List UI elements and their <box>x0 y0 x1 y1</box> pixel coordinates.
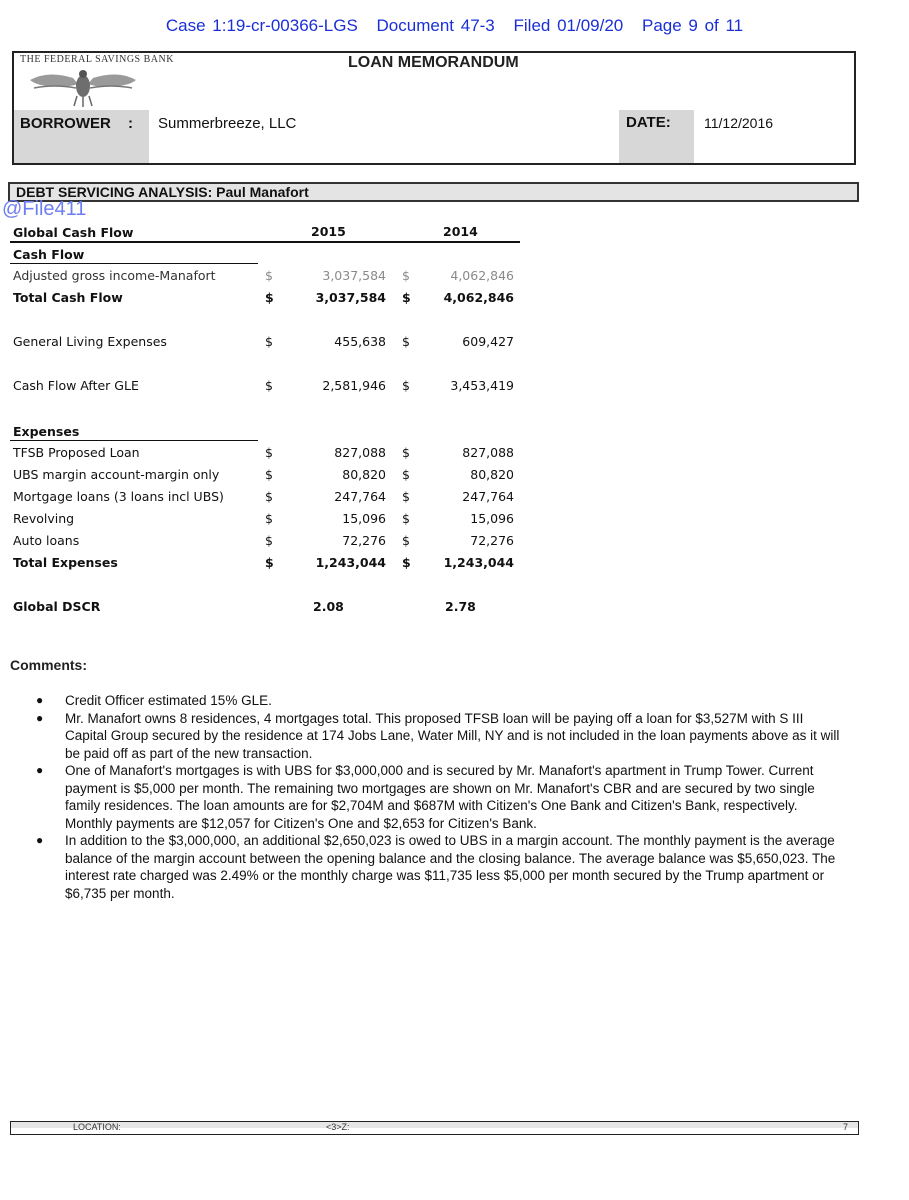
borrower-label: BORROWER <box>20 115 111 132</box>
filed-date: Filed 01/09/20 <box>513 16 624 35</box>
col-2014-header: 2014 <box>443 224 478 239</box>
currency-symbol: $ <box>402 378 410 393</box>
currency-symbol: $ <box>265 555 274 570</box>
comment-text: Mr. Manafort owns 8 residences, 4 mortgages total. This proposed TFSB loan will be paying off a loan for $3,527M with S III Capital Group secured by the residence at 174 Jobs Lane, Water Mill, NY and is not included in the loan payments above as it will be paid off as part of the new transaction. <box>65 710 840 761</box>
value-2015: 455,638 <box>334 334 386 349</box>
currency-symbol: $ <box>265 378 273 393</box>
currency-symbol: $ <box>402 489 410 504</box>
watermark: @File411 <box>2 198 87 220</box>
dscr-2014: 2.78 <box>445 599 476 614</box>
list-item <box>36 710 846 763</box>
value-2014: 247,764 <box>462 489 514 504</box>
currency-symbol: $ <box>265 268 273 283</box>
value-2014: 827,088 <box>462 445 514 460</box>
value-2014: 3,453,419 <box>450 378 514 393</box>
value-2015: 3,037,584 <box>315 290 386 305</box>
list-item <box>36 762 846 832</box>
table-row-label: Mortgage loans (3 loans incl UBS) <box>13 489 224 504</box>
table-row-label: Cash Flow After GLE <box>13 378 139 393</box>
value-2015: 827,088 <box>334 445 386 460</box>
value-2015: 72,276 <box>342 533 386 548</box>
page-indicator: Page 9 of 11 <box>641 16 744 35</box>
table-row-label: Revolving <box>13 511 75 526</box>
cash-flow-heading: Cash Flow <box>13 247 85 262</box>
value-2015: 1,243,044 <box>315 555 386 570</box>
bullet-icon: ● <box>36 710 44 725</box>
cash-flow-rule <box>10 263 258 264</box>
bullet-icon: ● <box>36 763 44 777</box>
date-value: 11/12/2016 <box>704 115 774 131</box>
table-row-label: Total Cash Flow <box>13 290 123 305</box>
dscr-2015: 2.08 <box>313 599 344 614</box>
currency-symbol: $ <box>265 511 273 526</box>
value-2014: 72,276 <box>470 533 514 548</box>
footer-shade <box>11 1122 858 1128</box>
currency-symbol: $ <box>402 268 410 283</box>
table-row-label: UBS margin account-margin only <box>13 467 220 482</box>
bullet-icon: ● <box>36 693 44 707</box>
value-2015: 15,096 <box>342 511 386 526</box>
value-2015: 2,581,946 <box>322 378 386 393</box>
value-2014: 609,427 <box>462 334 514 349</box>
currency-symbol: $ <box>265 334 273 349</box>
expenses-heading: Expenses <box>13 424 80 439</box>
bullet-icon: ● <box>36 833 44 847</box>
memo-title: LOAN MEMORANDUM <box>348 54 519 71</box>
value-2014: 15,096 <box>470 511 514 526</box>
list-item <box>36 692 846 710</box>
table-row-label: General Living Expenses <box>13 334 167 349</box>
table-row-label: Auto loans <box>13 533 80 548</box>
comment-text: Credit Officer estimated 15% GLE. <box>65 693 272 708</box>
value-2014: 80,820 <box>470 467 514 482</box>
currency-symbol: $ <box>402 334 410 349</box>
eagle-logo-icon <box>28 66 138 108</box>
value-2015: 247,764 <box>334 489 386 504</box>
currency-symbol: $ <box>265 290 274 305</box>
currency-symbol: $ <box>402 511 410 526</box>
currency-symbol: $ <box>402 467 410 482</box>
table-row-label: TFSB Proposed Loan <box>13 445 140 460</box>
expenses-rule <box>10 440 258 441</box>
value-2015: 3,037,584 <box>322 268 386 283</box>
footer-code: <3>Z: <box>326 1122 350 1132</box>
borrower-value: Summerbreeze, LLC <box>158 115 297 132</box>
currency-symbol: $ <box>402 533 410 548</box>
comment-text: One of Manafort's mortgages is with UBS for $3,000,000 and is secured by Mr. Manafort's apartment in Trump Tower. Current payment is $5,000 per month. The remaining two mortgages are shown on Mr. Manafort's CBR and are secured by two single family residences. The loan amounts are for $2,704M and $687M with Citizen's One Bank and Citizen's Bank, respectively. Monthly payments are $12,057 for Citizen's One and $2,653 for Citizen's Bank. <box>65 763 815 831</box>
filing-header <box>0 16 909 36</box>
date-label: DATE: <box>626 114 671 131</box>
comment-text: In addition to the $3,000,000, an additional $2,650,023 is owed to UBS in a margin account. The monthly payment is the average balance of the margin account between the opening balance and the closing balance. The average balance was $5,650,023. The interest rate charged was 2.49% or the monthly charge was $11,735 less $5,000 per month secured by the Trump apartment or $6,735 per month. <box>65 833 836 901</box>
value-2015: 80,820 <box>342 467 386 482</box>
currency-symbol: $ <box>265 533 273 548</box>
comments-title: Comments: <box>10 657 88 673</box>
table-header-label: Global Cash Flow <box>13 225 134 240</box>
section-title: DEBT SERVICING ANALYSIS: Paul Manafort <box>16 184 309 200</box>
dscr-label: Global DSCR <box>13 599 101 614</box>
currency-symbol: $ <box>265 445 273 460</box>
currency-symbol: $ <box>402 555 411 570</box>
currency-symbol: $ <box>402 290 411 305</box>
list-item <box>36 832 846 902</box>
currency-symbol: $ <box>402 445 410 460</box>
currency-symbol: $ <box>265 467 273 482</box>
header-rule <box>10 241 520 243</box>
borrower-colon: : <box>128 115 133 132</box>
comments-list <box>36 692 846 902</box>
table-row-label: Total Expenses <box>13 555 118 570</box>
bank-name: THE FEDERAL SAVINGS BANK <box>20 54 174 65</box>
value-2014: 4,062,846 <box>450 268 514 283</box>
value-2014: 4,062,846 <box>443 290 514 305</box>
table-row-label: Adjusted gross income-Manafort <box>13 268 216 283</box>
value-2014: 1,243,044 <box>443 555 514 570</box>
footer-location-label: LOCATION: <box>73 1122 121 1132</box>
document-number: Document 47-3 <box>376 16 495 35</box>
col-2015-header: 2015 <box>311 224 346 239</box>
currency-symbol: $ <box>265 489 273 504</box>
footer-page-number: 7 <box>843 1122 849 1132</box>
case-number: Case 1:19-cr-00366-LGS <box>165 16 358 35</box>
